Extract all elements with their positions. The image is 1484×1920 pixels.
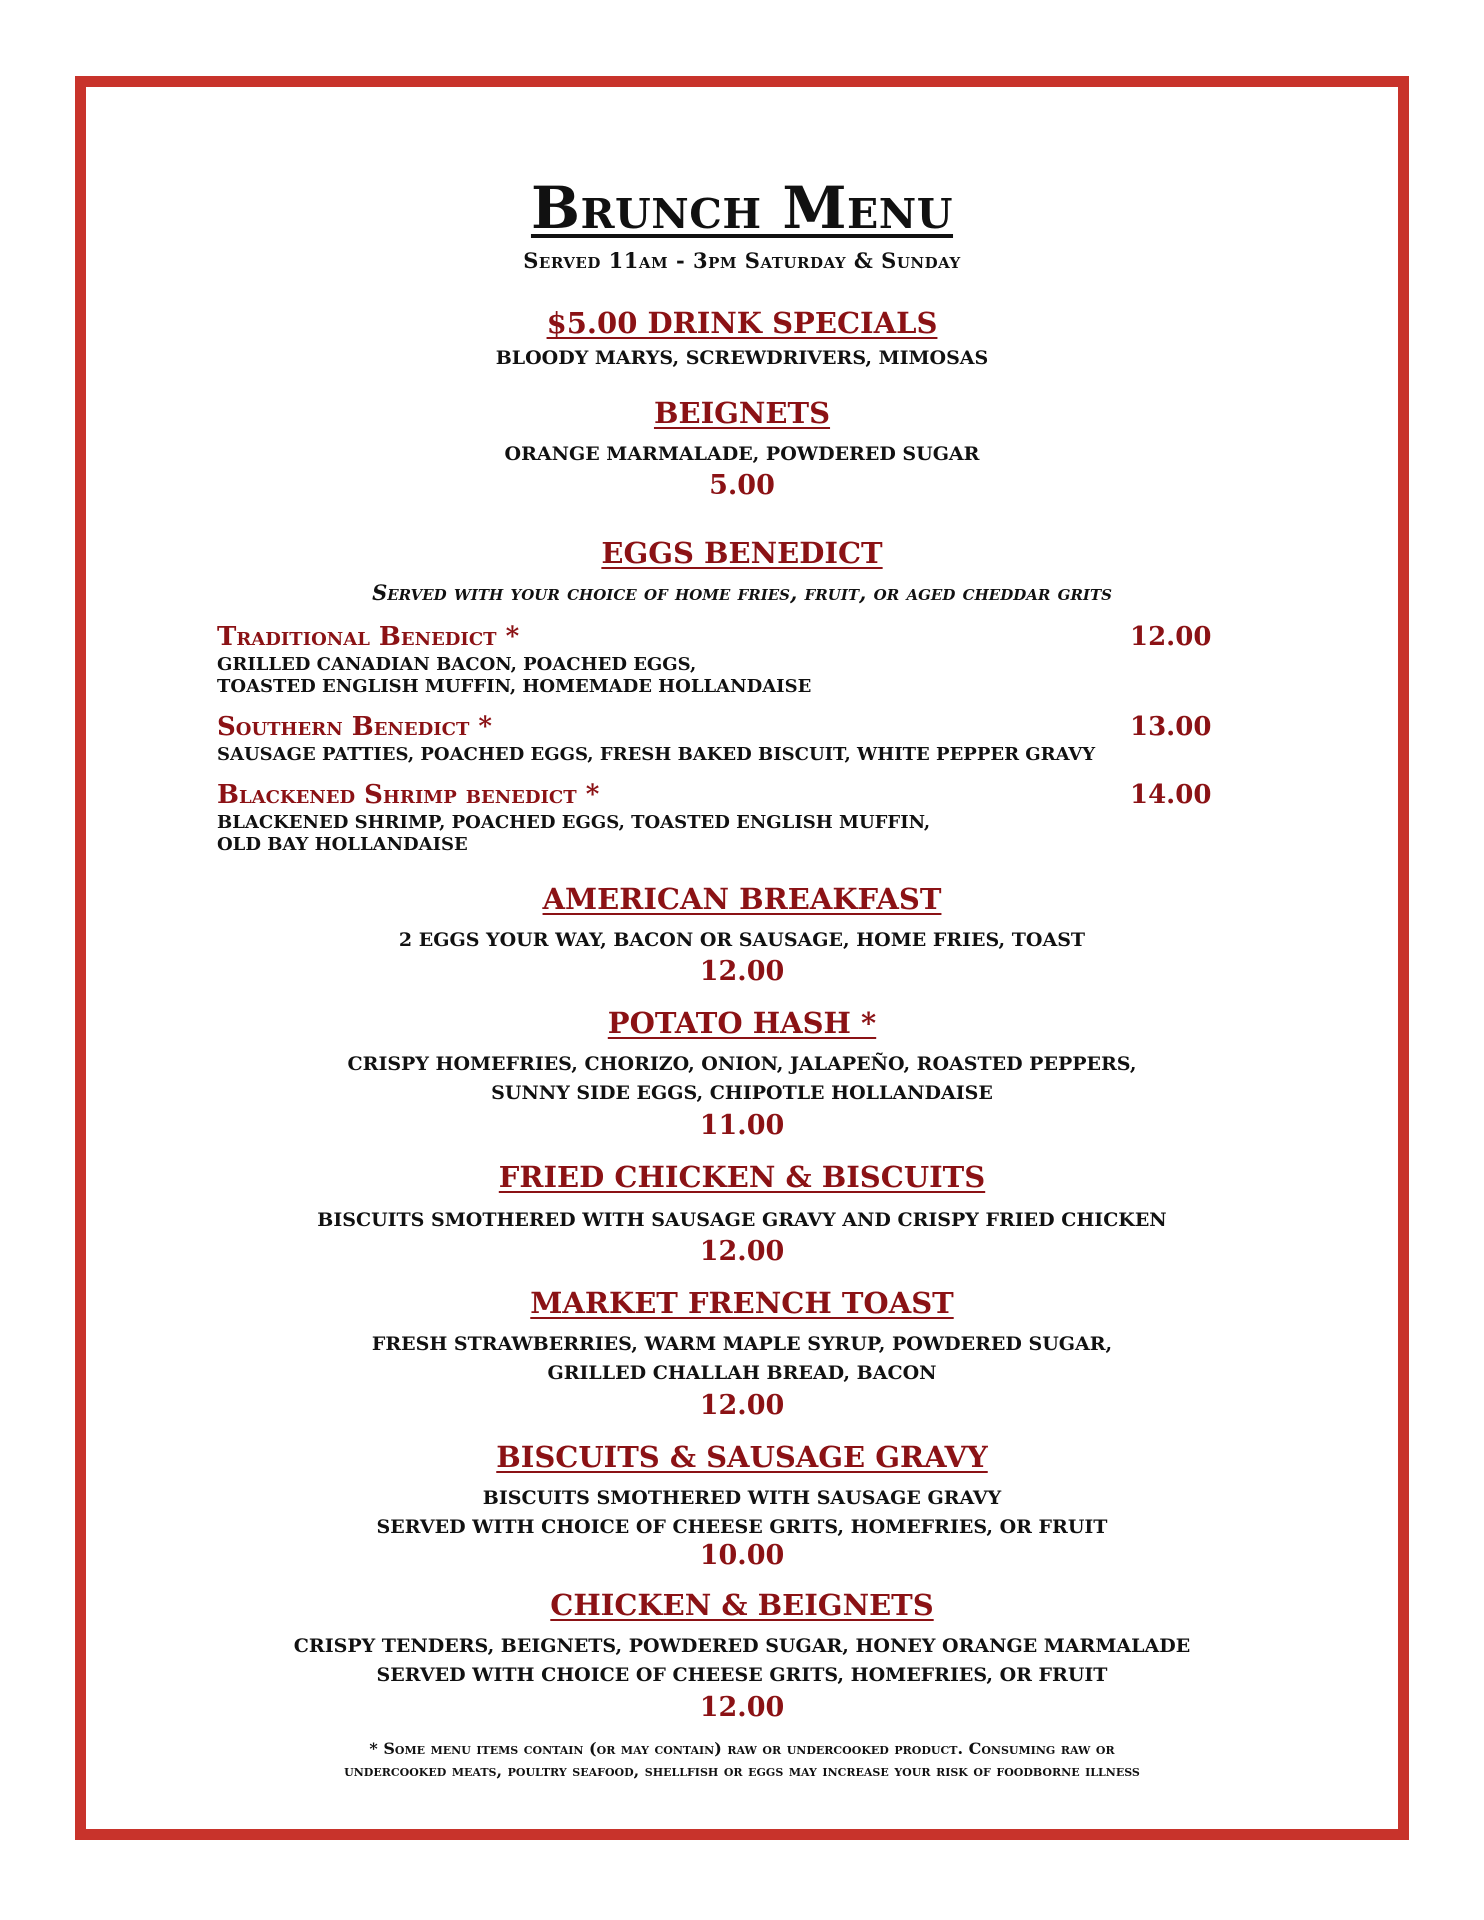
- section-desc-french-toast-1: FRESH STRAWBERRIES, WARM MAPLE SYRUP, POWDERED SUGAR,: [371, 1333, 1113, 1355]
- section-desc-hash-2: SUNNY SIDE EGGS, CHIPOTLE HOLLANDAISE: [491, 1082, 993, 1104]
- section-desc-biscuits-gravy-2: SERVED WITH CHOICE OF CHEESE GRITS, HOMEFRIES, OR FRUIT: [376, 1516, 1108, 1538]
- section-desc-french-toast-2: GRILLED CHALLAH BREAD, BACON: [547, 1362, 937, 1384]
- section-price-chicken-beignets: 12.00: [699, 1692, 785, 1723]
- section-title-benedict: EGGS BENEDICT: [601, 536, 883, 570]
- item-desc-traditional-2: TOASTED ENGLISH MUFFIN, HOMEMADE HOLLANDAISE: [217, 676, 812, 697]
- section-desc-beignets: ORANGE MARMALADE, POWDERED SUGAR: [504, 443, 980, 465]
- section-desc-chicken-beignets-2: SERVED WITH CHOICE OF CHEESE GRITS, HOMEFRIES, OR FRUIT: [376, 1664, 1108, 1686]
- section-price-american: 12.00: [699, 956, 785, 987]
- section-title-american: AMERICAN BREAKFAST: [542, 882, 942, 916]
- section-price-hash: 11.00: [699, 1110, 785, 1141]
- section-title-fried-chicken: FRIED CHICKEN & BISCUITS: [498, 1160, 986, 1194]
- page-title: Brunch Menu: [530, 174, 954, 242]
- section-title-chicken-beignets: CHICKEN & BEIGNETS: [550, 1588, 934, 1622]
- item-price-blackened-shrimp: 14.00: [1130, 780, 1212, 810]
- item-price-southern: 13.00: [1130, 712, 1212, 742]
- section-desc-drinks: BLOODY MARYS, SCREWDRIVERS, MIMOSAS: [495, 347, 989, 369]
- section-price-beignets: 5.00: [709, 470, 775, 501]
- section-price-fried-chicken: 12.00: [699, 1236, 785, 1267]
- item-name-traditional: Traditional Benedict *: [217, 622, 520, 652]
- footnote-line-2: undercooked meats, poultry seafood, shellfish or eggs may increase your risk of foodborne illness: [344, 1761, 1140, 1780]
- section-desc-biscuits-gravy-1: BISCUITS SMOTHERED WITH SAUSAGE GRAVY: [482, 1487, 1002, 1509]
- section-title-french-toast: MARKET FRENCH TOAST: [530, 1286, 954, 1320]
- item-price-traditional: 12.00: [1130, 622, 1212, 652]
- section-title-drinks: $5.00 DRINK SPECIALS: [546, 306, 938, 340]
- allergy-footnote: [0, 1738, 1484, 1782]
- section-desc-american: 2 EGGS YOUR WAY, BACON OR SAUSAGE, HOME FRIES, TOAST: [398, 929, 1086, 951]
- section-desc-fried-chicken: BISCUITS SMOTHERED WITH SAUSAGE GRAVY AND CRISPY FRIED CHICKEN: [317, 1209, 1167, 1231]
- section-title-beignets: BEIGNETS: [653, 396, 831, 430]
- item-desc-southern-1: SAUSAGE PATTIES, POACHED EGGS, FRESH BAKED BISCUIT, WHITE PEPPER GRAVY: [217, 744, 1096, 765]
- section-title-biscuits-gravy: BISCUITS & SAUSAGE GRAVY: [496, 1440, 988, 1474]
- footnote-line-1: * Some menu items contain (or may contain) raw or undercooked product. Consuming raw or: [369, 1739, 1115, 1758]
- section-price-biscuits-gravy: 10.00: [699, 1540, 785, 1571]
- section-price-french-toast: 12.00: [699, 1390, 785, 1421]
- item-desc-blackened-shrimp-2: OLD BAY HOLLANDAISE: [217, 834, 468, 855]
- serving-hours: Served 11am - 3pm Saturday & Sunday: [523, 248, 961, 273]
- item-desc-blackened-shrimp-1: BLACKENED SHRIMP, POACHED EGGS, TOASTED ENGLISH MUFFIN,: [217, 812, 931, 833]
- item-name-blackened-shrimp: Blackened Shrimp benedict *: [217, 780, 600, 810]
- item-desc-traditional-1: GRILLED CANADIAN BACON, POACHED EGGS,: [217, 654, 697, 675]
- section-note-benedict: Served with your choice of home fries, fruit, or aged cheddar grits: [372, 580, 1112, 605]
- section-desc-chicken-beignets-1: CRISPY TENDERS, BEIGNETS, POWDERED SUGAR, HONEY ORANGE MARMALADE: [293, 1635, 1191, 1657]
- item-name-southern: Southern Benedict *: [217, 712, 493, 742]
- section-title-hash: POTATO HASH *: [607, 1006, 877, 1040]
- section-desc-hash-1: CRISPY HOMEFRIES, CHORIZO, ONION, JALAPEÑO, ROASTED PEPPERS,: [347, 1053, 1137, 1075]
